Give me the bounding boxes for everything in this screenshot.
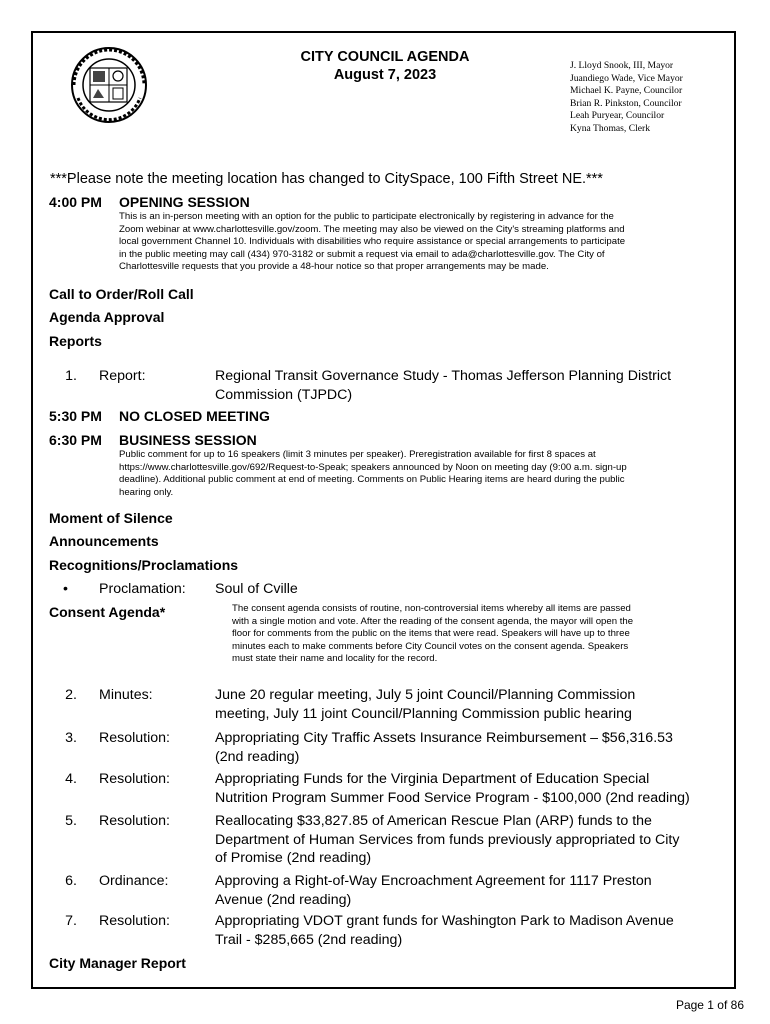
heading-call-to-order: Call to Order/Roll Call xyxy=(49,286,194,302)
consent-item-type: Resolution: xyxy=(99,730,170,746)
consent-item-text xyxy=(215,872,652,909)
consent-desc-line: The consent agenda consists of routine, non-controversial items whereby all items are passed xyxy=(232,603,631,614)
consent-item-type: Resolution: xyxy=(99,813,170,829)
official-vice-mayor: Juandiego Wade, Vice Mayor xyxy=(570,72,683,84)
official-mayor: J. Lloyd Snook, III, Mayor xyxy=(570,60,674,71)
consent-item-text xyxy=(215,812,679,868)
consent-desc-line: must state their name and locality for the record. xyxy=(232,653,438,665)
consent-desc-line: floor for comments from the public on the items that were read. Speakers will have up to three xyxy=(232,628,630,640)
official-councilor: Brian R. Pinkston, Councilor xyxy=(570,97,682,109)
heading-consent-agenda: Consent Agenda* xyxy=(49,604,166,620)
consent-item-line: Approving a Right-of-Way Encroachment Agreement for 1117 Preston xyxy=(215,873,652,889)
business-title: BUSINESS SESSION xyxy=(119,432,257,448)
consent-item-type: Ordinance: xyxy=(99,873,169,889)
consent-item-number: 3. xyxy=(65,730,77,746)
heading-reports: Reports xyxy=(49,333,102,349)
consent-item-text xyxy=(215,912,674,949)
heading-agenda-approval: Agenda Approval xyxy=(49,309,165,325)
closed-title: NO CLOSED MEETING xyxy=(119,408,270,424)
officials-list xyxy=(570,60,683,136)
agenda-date: August 7, 2023 xyxy=(333,67,437,83)
consent-item-type: Resolution: xyxy=(99,913,170,929)
consent-description xyxy=(232,603,633,666)
opening-description xyxy=(119,211,625,274)
consent-item-type: Resolution: xyxy=(99,771,170,787)
location-notice: ***Please note the meeting location has changed to CitySpace, 100 Fifth Street NE.*** xyxy=(50,171,603,187)
consent-item-number: 5. xyxy=(65,813,77,829)
consent-item-text xyxy=(215,770,690,807)
consent-item-line: Avenue (2nd reading) xyxy=(215,891,352,908)
consent-item-number: 6. xyxy=(65,873,77,889)
business-line: https://www.charlottesville.gov/692/Request-to-Speak; speakers announced by Noon on meeting day (9:00 a.m. sign-up xyxy=(119,461,627,473)
page-number: Page 1 of 86 xyxy=(675,998,744,1012)
opening-line: Zoom webinar at www.charlottesville.gov/zoom. The meeting may also be viewed on the City's streaming platforms and xyxy=(119,223,625,235)
heading-moment-of-silence: Moment of Silence xyxy=(49,510,173,526)
business-line: deadline). Additional public comment at end of meeting. Comments on Public Hearing items are heard during the public xyxy=(119,474,625,486)
opening-line: This is an in-person meeting with an option for the public to participate electronically by registering in advance for the xyxy=(119,211,614,222)
consent-item-line: Appropriating VDOT grant funds for Washington Park to Madison Avenue xyxy=(215,913,674,929)
opening-title: OPENING SESSION xyxy=(119,194,250,210)
opening-line: in the public meeting may call (434) 970-3182 or submit a request via email to ada@charlottesville.gov. The City of xyxy=(119,248,605,260)
proclamation-type: Proclamation: xyxy=(99,581,186,597)
report-item-type: Report: xyxy=(99,368,146,384)
consent-item-number: 7. xyxy=(65,913,77,929)
consent-item-line: June 20 regular meeting, July 5 joint Council/Planning Commission xyxy=(215,687,636,703)
consent-item-line: Appropriating Funds for the Virginia Department of Education Special xyxy=(215,771,650,787)
consent-item-line: meeting, July 11 joint Council/Planning Commission public hearing xyxy=(215,705,632,722)
proclamation-bullet: • xyxy=(63,581,68,597)
closed-time: 5:30 PM xyxy=(49,408,102,424)
report-item-line: Commission (TJPDC) xyxy=(215,386,353,403)
consent-item-type: Minutes: xyxy=(99,687,153,703)
business-line: hearing only. xyxy=(119,486,174,498)
official-councilor: Leah Puryear, Councilor xyxy=(570,110,665,122)
consent-item-number: 2. xyxy=(65,687,77,703)
consent-item-line: Trail - $285,665 (2nd reading) xyxy=(215,931,403,948)
report-item-text xyxy=(215,367,671,404)
agenda-title xyxy=(270,48,500,84)
opening-time: 4:00 PM xyxy=(49,194,102,210)
official-clerk: Kyna Thomas, Clerk xyxy=(570,122,651,134)
report-item-line: Regional Transit Governance Study - Thomas Jefferson Planning District xyxy=(215,368,672,384)
city-seal xyxy=(68,46,150,124)
agenda-title-text: CITY COUNCIL AGENDA xyxy=(300,49,470,65)
consent-item-number: 4. xyxy=(65,771,77,787)
business-time: 6:30 PM xyxy=(49,432,102,448)
proclamation-text: Soul of Cville xyxy=(215,581,298,597)
consent-item-line: Department of Human Services from funds previously appropriated to City xyxy=(215,831,680,848)
opening-line: Charlottesville requests that you provide a 48-hour notice so that proper arrangements may be made. xyxy=(119,261,549,273)
consent-desc-line: minutes each to make comments before City Council votes on the consent agenda. Speakers xyxy=(232,640,629,652)
consent-item-text xyxy=(215,729,673,766)
business-line: Public comment for up to 16 speakers (limit 3 minutes per speaker). Preregistration available for first 8 spaces at xyxy=(119,449,596,460)
official-councilor: Michael K. Payne, Councilor xyxy=(570,85,683,97)
heading-city-manager-report: City Manager Report xyxy=(49,955,186,971)
heading-recognitions: Recognitions/Proclamations xyxy=(49,557,239,573)
business-description xyxy=(119,449,627,499)
consent-item-text xyxy=(215,686,635,723)
consent-item-line: Appropriating City Traffic Assets Insurance Reimbursement – $56,316.53 xyxy=(215,730,673,746)
opening-line: local government Channel 10. Individuals with disabilities who require assistance or special arrangements to participate xyxy=(119,236,626,248)
consent-item-line: Nutrition Program Summer Food Service Program - $100,000 (2nd reading) xyxy=(215,789,690,806)
consent-item-line: of Promise (2nd reading) xyxy=(215,850,372,866)
consent-item-line: Reallocating $33,827.85 of American Rescue Plan (ARP) funds to the xyxy=(215,813,652,829)
consent-desc-line: with a single motion and vote. After the reading of the consent agenda, the mayor will open the xyxy=(232,615,634,627)
consent-item-line: (2nd reading) xyxy=(215,748,300,765)
report-item-number: 1. xyxy=(65,368,77,384)
heading-announcements: Announcements xyxy=(49,533,159,549)
